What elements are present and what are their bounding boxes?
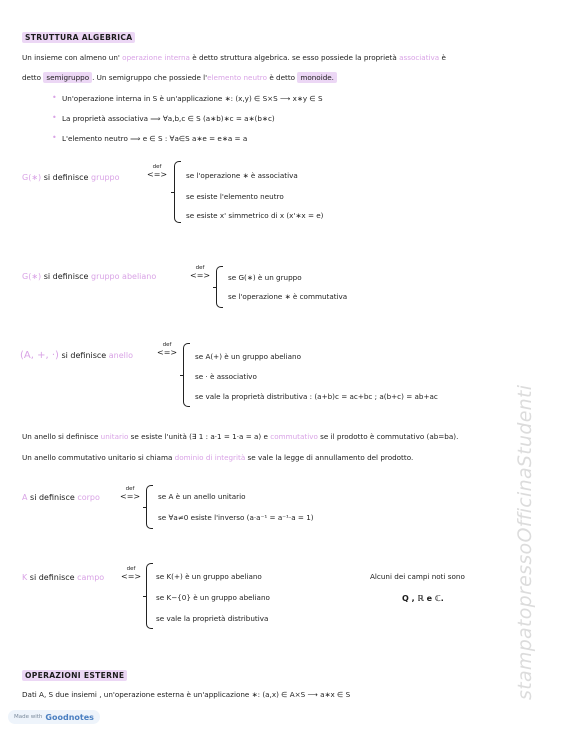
- term-associativa: associativa: [399, 53, 440, 62]
- operazione-esterna-line: Dati A, S due insiemi , un'operazione esterna è un'applicazione ∗: (a,x) ∈ A×S ⟶ a∗x ∈ S: [22, 690, 351, 699]
- gruppo-definition-lhs: [22, 173, 120, 183]
- brace: [146, 563, 153, 629]
- intro-line-2: [22, 74, 337, 83]
- arrow: <=>: [120, 491, 141, 501]
- term-gruppo: gruppo: [91, 173, 120, 182]
- def-arrow: [190, 266, 210, 280]
- text: Un insieme con almeno un': [22, 53, 120, 62]
- abeliano-cond-2: se l'operazione ∗ è commutativa: [228, 292, 348, 301]
- corpo-definition-lhs: [22, 493, 100, 503]
- def-arrow: [157, 343, 177, 357]
- dominio-line: [22, 454, 413, 463]
- text: si definisce: [43, 173, 89, 182]
- text: se esiste l'unità (∃ 1 : a·1 = 1·a = a) e: [130, 432, 268, 441]
- text: è detto: [269, 73, 296, 82]
- text: Un anello commutativo unitario si chiama: [22, 453, 173, 462]
- watermark: stampatopressoOfficinaStudenti: [514, 384, 536, 700]
- text: è: [441, 53, 446, 62]
- term-campo: campo: [77, 573, 105, 582]
- term-gruppo-abeliano: gruppo abeliano: [91, 272, 157, 281]
- gruppo-cond-3: se esiste x' simmetrico di x (x'∗x = e): [186, 211, 324, 220]
- text: se vale la legge di annullamento del prodotto.: [247, 453, 414, 462]
- text: si definisce: [30, 493, 75, 502]
- brace: [146, 485, 153, 529]
- def-arrow: [147, 165, 167, 179]
- anello-definition-lhs: [20, 350, 133, 362]
- anello-unitario-line: [22, 433, 458, 442]
- term-commutativo: commutativo: [270, 432, 318, 441]
- text: . Un semigruppo che possiede l': [92, 73, 208, 82]
- term-semigruppo: semigruppo: [43, 72, 92, 83]
- made-with-label: Made with: [14, 714, 43, 720]
- arrow: <=>: [190, 270, 211, 280]
- text: è detto struttura algebrica. se esso possiede la proprietà: [192, 53, 397, 62]
- symbol: G(∗): [22, 272, 42, 281]
- arrow: <=>: [121, 571, 142, 581]
- campi-noti-list: Q , ℝ e ℂ.: [402, 594, 444, 603]
- abeliano-cond-1: se G(∗) è un gruppo: [228, 273, 302, 282]
- text: si definisce: [43, 272, 89, 281]
- text: Un anello si definisce: [22, 432, 99, 441]
- term-elemento-neutro: elemento neutro: [207, 73, 268, 82]
- arrow: <=>: [147, 169, 168, 179]
- campi-noti-note: Alcuni dei campi noti sono: [370, 572, 465, 581]
- arrow: <=>: [157, 347, 178, 357]
- symbol: G(∗): [22, 173, 42, 182]
- text: se il prodotto è commutativo (ab=ba).: [320, 432, 459, 441]
- gruppo-cond-2: se esiste l'elemento neutro: [186, 192, 284, 201]
- bullet-associativa: La proprietà associativa ⟹ ∀a,b,c ∈ S (a∗b)∗c = a∗(b∗c): [62, 114, 275, 123]
- bullet-dot: •: [52, 113, 57, 122]
- symbol: A: [22, 493, 28, 502]
- anello-cond-2: se · è associativo: [195, 372, 257, 381]
- term-dominio-integrita: dominio di integrità: [174, 453, 246, 462]
- text: si definisce: [61, 351, 107, 360]
- bullet-neutro: L'elemento neutro ⟹ e ∈ S : ∀a∈S a∗e = e∗a = a: [62, 134, 248, 143]
- brace: [183, 343, 190, 407]
- term-unitario: unitario: [100, 432, 129, 441]
- def-arrow: [120, 487, 140, 501]
- term-monoide: monoide.: [297, 72, 337, 83]
- abeliano-definition-lhs: [22, 272, 156, 282]
- term-corpo: corpo: [77, 493, 100, 502]
- gruppo-cond-1: se l'operazione ∗ è associativa: [186, 171, 298, 180]
- campo-cond-1: se K(+) è un gruppo abeliano: [156, 572, 262, 581]
- corpo-cond-2: se ∀a≠0 esiste l'inverso (a·a⁻¹ = a⁻¹·a = 1): [158, 513, 314, 522]
- symbol: K: [22, 573, 28, 582]
- anello-cond-3: se vale la proprietà distributiva : (a+b)c = ac+bc ; a(b+c) = ab+ac: [195, 392, 438, 401]
- intro-line-1: [22, 54, 446, 63]
- anello-cond-1: se A(+) è un gruppo abeliano: [195, 352, 302, 361]
- section-title-struttura: STRUTTURA ALGEBRICA: [22, 32, 135, 43]
- corpo-cond-1: se A è un anello unitario: [158, 492, 246, 501]
- def-label: def: [126, 566, 136, 572]
- symbol: (A, +, ·): [20, 350, 59, 361]
- term-operazione-interna: operazione interna: [122, 53, 190, 62]
- goodnotes-badge[interactable]: [8, 710, 100, 724]
- term-anello: anello: [108, 351, 134, 360]
- brace: [216, 266, 223, 308]
- goodnotes-logo: Goodnotes: [45, 712, 94, 722]
- section-title-operazioni-esterne: OPERAZIONI ESTERNE: [22, 670, 127, 681]
- bullet-dot: •: [52, 133, 57, 142]
- def-label: def: [195, 265, 205, 271]
- text: detto: [22, 73, 42, 82]
- bullet-dot: •: [52, 93, 57, 102]
- text: si definisce: [29, 573, 75, 582]
- campo-definition-lhs: [22, 573, 104, 583]
- bullet-operazione: Un'operazione interna in S è un'applicazione ∗: (x,y) ∈ S×S ⟶ x∗y ∈ S: [62, 94, 323, 103]
- brace: [174, 161, 181, 223]
- def-label: def: [162, 342, 172, 348]
- def-label: def: [152, 164, 162, 170]
- def-label: def: [125, 486, 135, 492]
- campo-cond-2: se K−{0} è un gruppo abeliano: [156, 593, 270, 602]
- campo-cond-3: se vale la proprietà distributiva: [156, 614, 269, 623]
- def-arrow: [121, 567, 141, 581]
